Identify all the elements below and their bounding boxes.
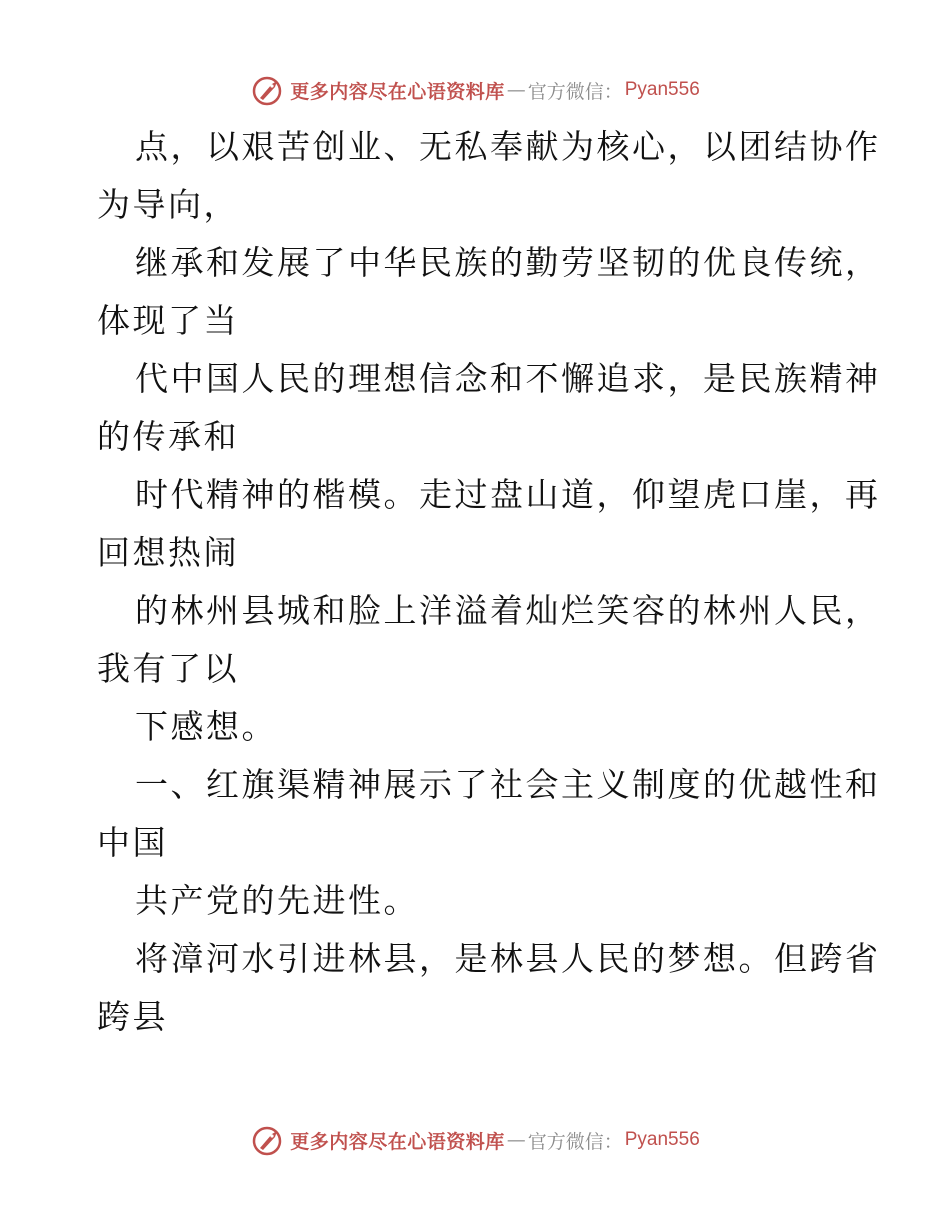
pen-nib-logo-icon [250, 1122, 286, 1158]
footer-banner [0, 1120, 950, 1160]
header-banner [0, 70, 950, 110]
text-line: 共产党的先进性。 [135, 881, 419, 920]
document-body [97, 118, 881, 1046]
text-line: 时代精神的楷模。走过盘山道，仰望虎口崖，再 [135, 475, 881, 514]
text-line: 我有了以 [97, 649, 239, 688]
text-line: 点，以艰苦创业、无私奉献为核心，以团结协作 [135, 127, 881, 166]
text-line: 中国 [97, 823, 168, 862]
text-line: 一、红旗渠精神展示了社会主义制度的优越性和 [135, 765, 881, 804]
banner-wechat-id: Pyan556 [624, 79, 700, 100]
text-line: 为导向， [97, 185, 239, 224]
text-line: 继承和发展了中华民族的勤劳坚韧的优良传统， [135, 243, 881, 282]
banner-wechat-label: 官方微信： [527, 80, 623, 103]
text-line: 的林州县城和脸上洋溢着灿烂笑容的林州人民， [135, 591, 881, 630]
text-line: 下感想。 [135, 707, 277, 746]
pen-nib-logo-icon [250, 72, 286, 108]
text-line: 的传承和 [97, 417, 239, 456]
text-line: 体现了当 [97, 301, 239, 340]
text-line: 回想热闹 [97, 533, 239, 572]
banner-dash: — [506, 1129, 526, 1151]
banner-brand: 更多内容尽在心语资料库 [290, 80, 505, 103]
banner-brand: 更多内容尽在心语资料库 [290, 1130, 505, 1153]
banner-wechat-label: 官方微信： [527, 1130, 623, 1153]
text-line: 将漳河水引进林县，是林县人民的梦想。但跨省 [135, 939, 881, 978]
banner-wechat-id: Pyan556 [624, 1129, 700, 1150]
text-line: 跨县 [97, 997, 168, 1036]
banner-dash: — [506, 79, 526, 101]
text-line: 代中国人民的理想信念和不懈追求，是民族精神 [135, 359, 881, 398]
